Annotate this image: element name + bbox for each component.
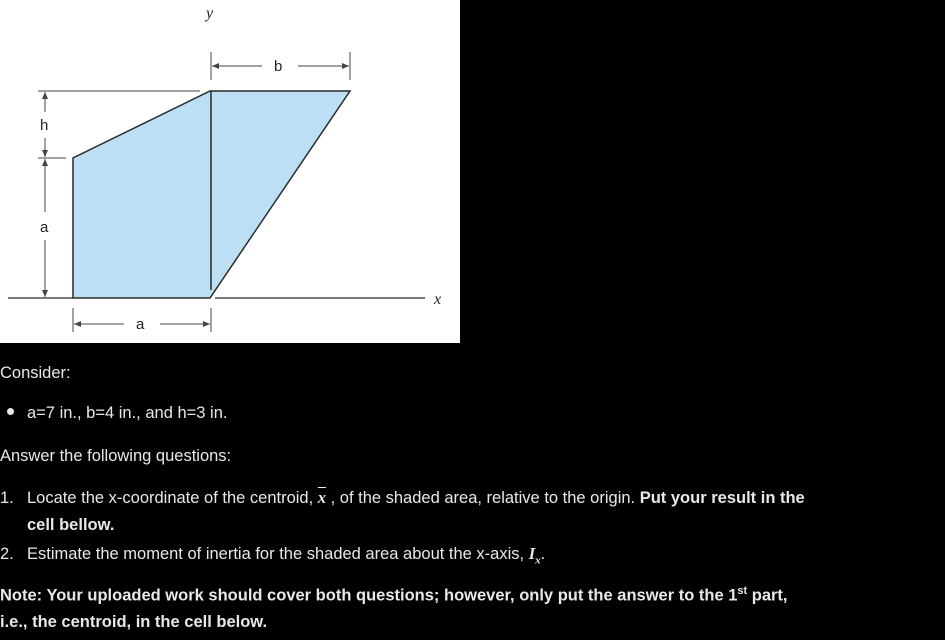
a-left-label: a — [40, 219, 49, 236]
bullet-icon — [7, 408, 14, 415]
question-2 — [0, 544, 545, 566]
x-axis-label: x — [434, 291, 442, 308]
moment-of-inertia-symbol — [528, 544, 541, 567]
question-1-text-before: Locate the x-coordinate of the centroid, — [27, 489, 318, 507]
intro-text: Consider: — [0, 364, 71, 382]
question-1-bold-continuation: cell bellow. — [27, 516, 115, 534]
a-left-arrow-bottom — [42, 290, 48, 297]
a-left-arrow-top — [42, 159, 48, 166]
b-arrow-left — [212, 63, 219, 69]
a-bottom-arrow-left — [74, 321, 81, 327]
question-2-text-before: Estimate the moment of inertia for the shaded area about the x-axis, — [27, 545, 529, 563]
b-label: b — [274, 58, 283, 75]
question-1-text-after: , of the shaded area, relative to the origin. — [326, 489, 640, 507]
a-bottom-arrow-right — [203, 321, 210, 327]
given-values-item — [7, 404, 227, 423]
note-superscript: st — [737, 585, 748, 597]
h-arrow-top — [42, 92, 48, 99]
question-1-bold-instruction: Put your result in the — [639, 489, 805, 507]
shaded-area-figure — [0, 0, 460, 343]
question-2-text-after: . — [540, 545, 546, 563]
figure-diagram — [0, 0, 460, 343]
question-1 — [0, 488, 805, 508]
a-bottom-label: a — [136, 316, 145, 333]
h-arrow-bottom — [42, 150, 48, 157]
inertia-symbol-main: I — [528, 544, 536, 563]
inertia-symbol-sub: x — [535, 554, 541, 567]
b-arrow-right — [342, 63, 349, 69]
note-line-1-text: Note: Your uploaded work should cover both questions; however, only put the answer to the 1 — [0, 586, 738, 605]
h-label: h — [40, 117, 49, 134]
prompt-text: Answer the following questions: — [0, 447, 232, 465]
given-values-text: a=7 in., b=4 in., and h=3 in. — [27, 404, 228, 422]
note-line-2: i.e., the centroid, in the cell below. — [0, 613, 268, 631]
centroid-symbol: $\overline{x}$ — [317, 488, 327, 507]
note-line-1 — [0, 585, 788, 606]
question-2-number: 2. — [0, 545, 14, 563]
question-1-number: 1. — [0, 489, 14, 507]
y-axis-label: y — [206, 5, 214, 22]
note-line-1-end: part, — [747, 586, 788, 605]
